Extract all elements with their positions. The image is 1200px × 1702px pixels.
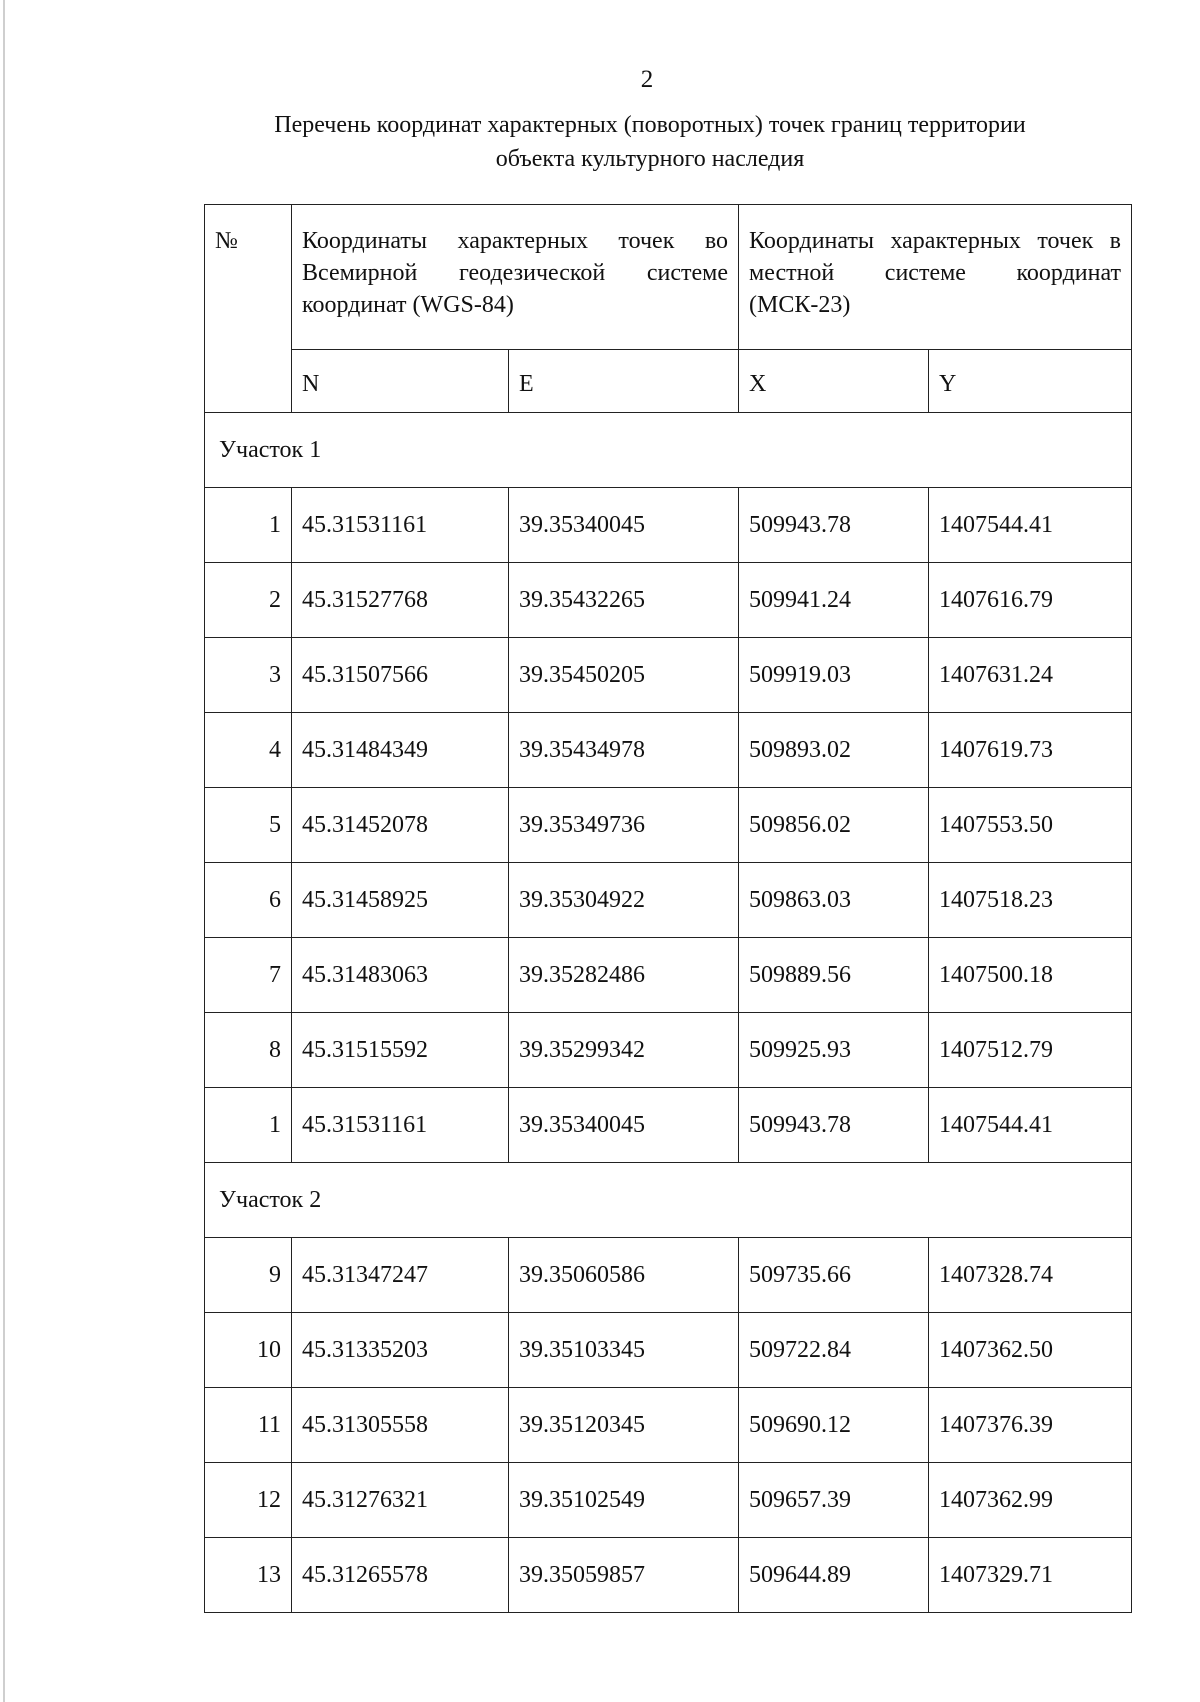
point-number: 11 [205, 1388, 292, 1463]
coord-n: 45.31276321 [292, 1463, 509, 1538]
coord-e: 39.35102549 [509, 1463, 739, 1538]
coord-x: 509657.39 [739, 1463, 929, 1538]
point-number: 9 [205, 1238, 292, 1313]
coord-y: 1407500.18 [929, 938, 1132, 1013]
header-number: № [205, 205, 292, 413]
coord-x: 509863.03 [739, 863, 929, 938]
table-row [205, 1313, 1132, 1388]
table-row [205, 788, 1132, 863]
coord-y: 1407512.79 [929, 1013, 1132, 1088]
coordinates-table [204, 204, 1132, 1613]
coord-x: 509893.02 [739, 713, 929, 788]
scan-edge [3, 0, 5, 1702]
header-e: E [509, 350, 739, 413]
coord-e: 39.35432265 [509, 563, 739, 638]
coord-x: 509644.89 [739, 1538, 929, 1613]
point-number: 4 [205, 713, 292, 788]
coord-x: 509941.24 [739, 563, 929, 638]
coord-y: 1407544.41 [929, 1088, 1132, 1163]
coord-x: 509925.93 [739, 1013, 929, 1088]
coord-n: 45.31531161 [292, 1088, 509, 1163]
coord-y: 1407631.24 [929, 638, 1132, 713]
coord-x: 509722.84 [739, 1313, 929, 1388]
section-label: Участок 1 [205, 413, 1132, 488]
table-row [205, 1388, 1132, 1463]
point-number: 5 [205, 788, 292, 863]
point-number: 8 [205, 1013, 292, 1088]
table-row [205, 563, 1132, 638]
header-n: N [292, 350, 509, 413]
coord-y: 1407553.50 [929, 788, 1132, 863]
coord-y: 1407544.41 [929, 488, 1132, 563]
coord-n: 45.31305558 [292, 1388, 509, 1463]
table-row [205, 488, 1132, 563]
coord-e: 39.35304922 [509, 863, 739, 938]
coord-y: 1407619.73 [929, 713, 1132, 788]
table-row [205, 1538, 1132, 1613]
coord-x: 509690.12 [739, 1388, 929, 1463]
page-number: 2 [640, 66, 654, 93]
coord-e: 39.35434978 [509, 713, 739, 788]
coord-x: 509889.56 [739, 938, 929, 1013]
coord-n: 45.31347247 [292, 1238, 509, 1313]
coord-e: 39.35340045 [509, 1088, 739, 1163]
table-row [205, 1238, 1132, 1313]
title-line-1: Перечень координат характерных (поворотных) точек границ территории [274, 112, 1026, 138]
coord-y: 1407616.79 [929, 563, 1132, 638]
coordinates-table-body [205, 205, 1132, 1613]
coord-y: 1407328.74 [929, 1238, 1132, 1313]
document-title [190, 108, 1110, 176]
point-number: 10 [205, 1313, 292, 1388]
point-number: 1 [205, 488, 292, 563]
title-line-2: объекта культурного наследия [495, 146, 805, 172]
table-row [205, 713, 1132, 788]
coord-x: 509943.78 [739, 1088, 929, 1163]
coord-e: 39.35060586 [509, 1238, 739, 1313]
coord-n: 45.31484349 [292, 713, 509, 788]
point-number: 3 [205, 638, 292, 713]
table-row [205, 1463, 1132, 1538]
point-number: 2 [205, 563, 292, 638]
coord-x: 509943.78 [739, 488, 929, 563]
coord-n: 45.31452078 [292, 788, 509, 863]
coord-e: 39.35299342 [509, 1013, 739, 1088]
coord-n: 45.31335203 [292, 1313, 509, 1388]
coord-e: 39.35349736 [509, 788, 739, 863]
coord-n: 45.31515592 [292, 1013, 509, 1088]
coord-n: 45.31458925 [292, 863, 509, 938]
header-row-axes [205, 350, 1132, 413]
point-number: 7 [205, 938, 292, 1013]
coord-n: 45.31531161 [292, 488, 509, 563]
point-number: 6 [205, 863, 292, 938]
coord-x: 509919.03 [739, 638, 929, 713]
coord-e: 39.35450205 [509, 638, 739, 713]
coord-y: 1407362.99 [929, 1463, 1132, 1538]
header-row-groups [205, 205, 1132, 350]
section-label: Участок 2 [205, 1163, 1132, 1238]
coord-n: 45.31527768 [292, 563, 509, 638]
coord-n: 45.31483063 [292, 938, 509, 1013]
point-number: 1 [205, 1088, 292, 1163]
table-row [205, 1013, 1132, 1088]
coord-x: 509856.02 [739, 788, 929, 863]
coord-n: 45.31265578 [292, 1538, 509, 1613]
coord-e: 39.35103345 [509, 1313, 739, 1388]
coord-y: 1407362.50 [929, 1313, 1132, 1388]
coord-e: 39.35282486 [509, 938, 739, 1013]
section-row [205, 1163, 1132, 1238]
coord-y: 1407518.23 [929, 863, 1132, 938]
coord-n: 45.31507566 [292, 638, 509, 713]
section-row [205, 413, 1132, 488]
table-row [205, 863, 1132, 938]
table-row [205, 1088, 1132, 1163]
header-y: Y [929, 350, 1132, 413]
coord-e: 39.35340045 [509, 488, 739, 563]
coord-y: 1407329.71 [929, 1538, 1132, 1613]
coord-e: 39.35059857 [509, 1538, 739, 1613]
coord-e: 39.35120345 [509, 1388, 739, 1463]
table-row [205, 638, 1132, 713]
header-x: X [739, 350, 929, 413]
point-number: 12 [205, 1463, 292, 1538]
header-wgs84-group: Координаты характерных точек во Всемирной геодезической системе координат (WGS-84) [292, 205, 739, 350]
coord-y: 1407376.39 [929, 1388, 1132, 1463]
header-msk23-group: Координаты характерных точек в местной системе координат (МСК-23) [739, 205, 1132, 350]
table-row [205, 938, 1132, 1013]
point-number: 13 [205, 1538, 292, 1613]
coord-x: 509735.66 [739, 1238, 929, 1313]
